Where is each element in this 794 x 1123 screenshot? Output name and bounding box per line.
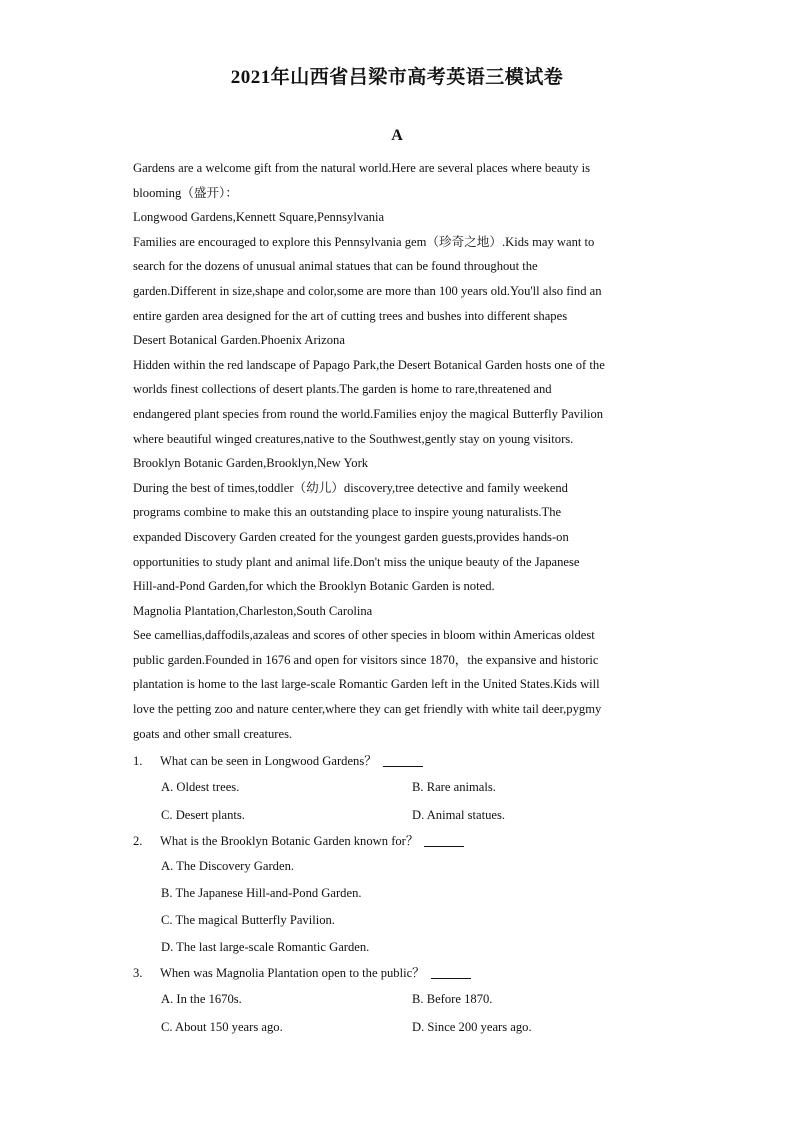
passage-line: Hidden within the red landscape of Papago Park,the Desert Botanical Garden hosts one of the [133, 357, 605, 372]
option-a[interactable]: A. Oldest trees. [161, 780, 240, 794]
option-row [133, 880, 663, 907]
option-row [133, 853, 663, 880]
option-c[interactable]: C. The magical Butterfly Pavilion. [161, 913, 335, 927]
question-1 [133, 749, 663, 773]
option-row [133, 934, 663, 961]
option-row [133, 801, 663, 829]
option-c[interactable]: C. About 150 years ago. [161, 1020, 283, 1034]
passage-line: Magnolia Plantation,Charleston,South Carolina [133, 603, 373, 618]
question-3 [133, 961, 663, 985]
passage-line: expanded Discovery Garden created for the youngest garden guests,provides hands-on [133, 529, 569, 544]
passage-line: See camellias,daffodils,azaleas and scores of other species in bloom within Americas oldest [133, 628, 595, 643]
passage-line: garden.Different in size,shape and color,some are more than 100 years old.You'll also find an [133, 283, 602, 298]
question-stem: What is the Brooklyn Botanic Garden known for？ [160, 829, 464, 853]
question-number: 1. [133, 754, 143, 768]
option-row [133, 1013, 663, 1041]
option-d[interactable]: D. Animal statues. [412, 808, 506, 822]
passage-line: search for the dozens of unusual animal statues that can be found throughout the [133, 259, 538, 274]
answer-blank[interactable] [424, 832, 464, 847]
passage-line: public garden.Founded in 1676 and open for visitors since 1870，the expansive and historic [133, 652, 599, 667]
option-b[interactable]: B. The Japanese Hill-and-Pond Garden. [161, 886, 362, 900]
option-d[interactable]: D. The last large-scale Romantic Garden. [161, 940, 370, 954]
option-row [133, 985, 663, 1013]
passage-line: worlds finest collections of desert plants.The garden is home to rare,threatened and [133, 382, 552, 397]
passage-line: Desert Botanical Garden.Phoenix Arizona [133, 333, 345, 348]
passage-line: opportunities to study plant and animal life.Don't miss the unique beauty of the Japanese [133, 554, 580, 569]
option-b[interactable]: B. Rare animals. [412, 780, 496, 794]
answer-blank[interactable] [383, 752, 423, 767]
question-stem: When was Magnolia Plantation open to the public？ [160, 961, 471, 985]
question-2 [133, 829, 663, 853]
option-row [133, 907, 663, 934]
option-a[interactable]: A. The Discovery Garden. [161, 859, 295, 873]
exam-title: 2021年山西省吕梁市高考英语三模试卷 [230, 67, 564, 88]
passage-line: Gardens are a welcome gift from the natural world.Here are several places where beauty is [133, 161, 591, 175]
passage-line: plantation is home to the last large-scale Romantic Garden left in the United States.Kids will [133, 677, 600, 692]
question-stem: What can be seen in Longwood Gardens？ [160, 749, 423, 773]
option-d[interactable]: D. Since 200 years ago. [412, 1020, 532, 1034]
passage-line: Families are encouraged to explore this Pennsylvania gem（珍奇之地）.Kids may want to [133, 234, 595, 249]
passage-line: Hill-and-Pond Garden,for which the Brooklyn Botanic Garden is noted. [133, 579, 495, 594]
question-number: 3. [133, 966, 143, 980]
passage-line: Brooklyn Botanic Garden,Brooklyn,New York [133, 456, 369, 471]
answer-blank[interactable] [431, 964, 471, 979]
question-number: 2. [133, 834, 143, 848]
reading-passage [133, 156, 663, 746]
option-b[interactable]: B. Before 1870. [412, 992, 493, 1006]
passage-line: love the petting zoo and nature center,where they can get friendly with white tail deer,pygmy [133, 702, 602, 717]
option-row [133, 773, 663, 801]
section-heading: A [391, 127, 403, 144]
passage-line: goats and other small creatures. [133, 726, 293, 741]
passage-line: programs combine to make this an outstanding place to inspire young naturalists.The [133, 505, 562, 520]
option-a[interactable]: A. In the 1670s. [161, 992, 242, 1006]
passage-line: blooming（盛开）： [133, 185, 238, 200]
passage-line: endangered plant species from round the world.Families enjoy the magical Butterfly Pavilion [133, 406, 604, 421]
option-c[interactable]: C. Desert plants. [161, 808, 245, 822]
passage-line: where beautiful winged creatures,native to the Southwest,gently stay on young visitors. [133, 431, 574, 446]
passage-line: entire garden area designed for the art of cutting trees and bushes into different shapes [133, 308, 568, 323]
passage-line: During the best of times,toddler（幼儿）discovery,tree detective and family weekend [133, 480, 568, 495]
passage-line: Longwood Gardens,Kennett Square,Pennsylvania [133, 210, 385, 225]
question-list [133, 749, 663, 1041]
